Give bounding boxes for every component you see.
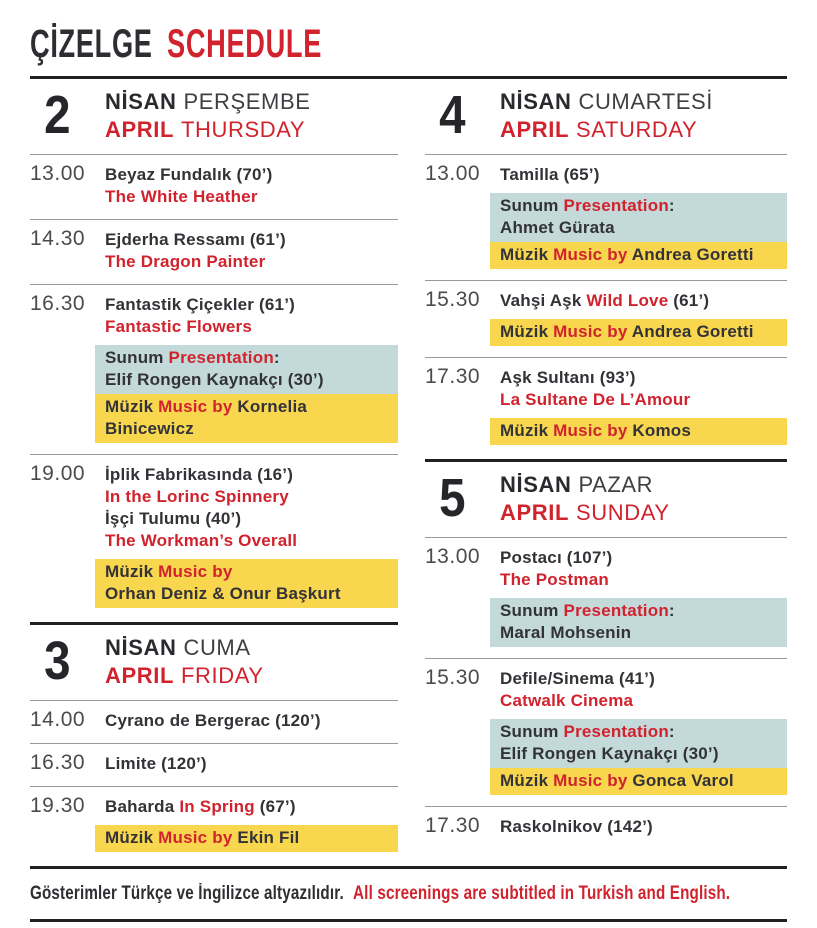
film-title-line — [500, 690, 787, 712]
film-title-line — [105, 464, 398, 486]
film-title-segment: Beyaz Fundalık (70’) — [105, 165, 273, 184]
film-title-line — [500, 164, 787, 186]
film-title-line — [105, 796, 398, 818]
film-title-segment: Ejderha Ressamı (61’) — [105, 230, 286, 249]
entry-body — [105, 229, 398, 273]
day-name-turkish — [105, 88, 311, 116]
entry-body — [105, 294, 398, 443]
film-title-line — [500, 668, 787, 690]
day-names — [105, 88, 311, 144]
entry-body — [500, 816, 787, 838]
box-text-segment: Presentation — [563, 601, 669, 620]
film-title-line — [500, 367, 787, 389]
box-text-segment: : — [668, 722, 675, 741]
box-text-line — [500, 244, 777, 266]
day-number: 3 — [44, 631, 71, 692]
box-text-line — [105, 347, 388, 369]
day-name-english — [105, 116, 311, 144]
film-title-segment: (67’) — [254, 797, 296, 816]
month-label-turkish: NİSAN — [500, 472, 572, 497]
weekday-label-english: SUNDAY — [576, 500, 670, 525]
film-title-segment: Postacı (107’) — [500, 548, 613, 567]
entry-body — [105, 753, 398, 775]
info-boxes — [95, 345, 398, 443]
schedule-entry — [425, 659, 787, 807]
box-text-segment: Müzik — [105, 397, 159, 416]
entry-time: 16.30 — [30, 292, 86, 315]
film-title-line — [500, 290, 787, 312]
schedule-entry — [30, 455, 398, 622]
entry-body — [500, 547, 787, 647]
entry-body — [500, 668, 787, 795]
film-title-segment: In Spring — [179, 797, 255, 816]
box-text-segment: Music by — [158, 828, 238, 847]
entry-time: 15.30 — [425, 666, 481, 689]
page-title-turkish: ÇİZELGE — [30, 22, 153, 66]
film-title-line — [105, 229, 398, 251]
schedule-entry — [30, 701, 398, 744]
film-title-line — [105, 316, 398, 338]
film-title-line — [105, 530, 398, 552]
film-title-line — [500, 569, 787, 591]
box-text-segment: Orhan Deniz & Onur Başkurt — [105, 584, 341, 603]
box-text-segment: Music by — [158, 562, 233, 581]
film-title-segment: Limite (120’) — [105, 754, 207, 773]
box-text-line — [105, 827, 388, 849]
entry-time: 14.30 — [30, 227, 86, 250]
music-box — [490, 242, 787, 269]
box-text-segment: Müzik — [105, 562, 159, 581]
page-title-english: SCHEDULE — [166, 22, 323, 66]
info-boxes — [490, 193, 787, 269]
film-title-segment: İşçi Tulumu (40’) — [105, 509, 242, 528]
day-names — [500, 88, 713, 144]
day-block — [425, 79, 787, 459]
month-label-english: APRIL — [500, 500, 569, 525]
day-block — [425, 459, 787, 852]
box-text-segment: Presentation — [168, 348, 274, 367]
box-text-segment: Sunum — [105, 348, 169, 367]
box-text-line — [105, 583, 388, 605]
box-text-line — [500, 420, 777, 442]
page-header — [30, 0, 787, 79]
music-box — [490, 768, 787, 795]
day-block — [30, 79, 398, 622]
film-title-line — [105, 486, 398, 508]
day-names — [105, 634, 264, 690]
film-title-segment: (61’) — [668, 291, 710, 310]
box-text-line — [500, 600, 777, 622]
schedule-entry — [30, 787, 398, 866]
box-text-segment: : — [273, 348, 280, 367]
entry-time: 13.00 — [425, 162, 481, 185]
box-text-segment: Müzik — [500, 421, 554, 440]
schedule-entry — [425, 155, 787, 281]
box-text-segment: Müzik — [500, 322, 554, 341]
film-title-segment: Defile/Sinema (41’) — [500, 669, 655, 688]
box-text-segment: : — [668, 196, 675, 215]
box-text-segment: Kornelia Binicewicz — [105, 397, 308, 438]
info-boxes — [490, 418, 787, 445]
schedule-entry — [30, 285, 398, 455]
entry-time: 13.00 — [30, 162, 86, 185]
entry-time: 19.00 — [30, 462, 86, 485]
entry-time: 17.30 — [425, 365, 481, 388]
film-title-segment: Baharda — [105, 797, 180, 816]
entry-body — [105, 796, 398, 852]
box-text-segment: Music by — [158, 397, 238, 416]
box-text-line — [105, 396, 388, 440]
box-text-segment: Presentation — [563, 722, 669, 741]
box-text-line — [500, 622, 777, 644]
box-text-segment: Sunum — [500, 196, 564, 215]
box-text-line — [105, 561, 388, 583]
day-name-english — [500, 499, 670, 527]
film-title-segment: Catwalk Cinema — [500, 691, 634, 710]
box-text-segment: Andrea Goretti — [631, 245, 754, 264]
box-text-segment: Komos — [632, 421, 692, 440]
box-text-line — [500, 217, 777, 239]
box-text-segment: Music by — [553, 421, 633, 440]
month-label-english: APRIL — [500, 117, 569, 142]
day-number: 2 — [44, 85, 71, 146]
entry-body — [500, 164, 787, 269]
day-name-english — [105, 662, 264, 690]
box-text-line — [500, 743, 777, 765]
weekday-label-english: THURSDAY — [181, 117, 306, 142]
film-title-line — [105, 251, 398, 273]
film-title-segment: Wild Love — [586, 291, 669, 310]
film-title-segment: İplik Fabrikasında (16’) — [105, 465, 294, 484]
entry-time: 14.00 — [30, 708, 86, 731]
month-label-turkish: NİSAN — [500, 89, 572, 114]
day-number: 4 — [439, 85, 466, 146]
month-label-turkish: NİSAN — [105, 635, 177, 660]
info-boxes — [490, 319, 787, 346]
entry-time: 19.30 — [30, 794, 86, 817]
film-title-segment: Aşk Sultanı (93’) — [500, 368, 636, 387]
box-text-line — [500, 721, 777, 743]
entry-body — [105, 164, 398, 208]
weekday-label-english: FRIDAY — [181, 663, 264, 688]
entry-body — [500, 367, 787, 445]
day-block — [30, 622, 398, 866]
film-title-segment: In the Lorinc Spinnery — [105, 487, 289, 506]
film-title-line — [105, 294, 398, 316]
day-header — [30, 625, 398, 701]
box-text-segment: Gonca Varol — [632, 771, 734, 790]
box-text-segment: Sunum — [500, 601, 564, 620]
weekday-label-english: SATURDAY — [576, 117, 698, 142]
schedule-entry — [30, 220, 398, 285]
film-title-segment: The Workman’s Overall — [105, 531, 298, 550]
weekday-label-turkish: PERŞEMBE — [183, 89, 311, 114]
box-text-segment: Elif Rongen Kaynakçı (30’) — [500, 744, 719, 763]
entry-body — [105, 464, 398, 608]
music-box — [490, 319, 787, 346]
box-text-segment: Music by — [553, 245, 632, 264]
presentation-box — [490, 193, 787, 242]
day-header — [425, 79, 787, 155]
schedule-column — [425, 79, 787, 852]
footer-note — [30, 883, 730, 905]
month-label-english: APRIL — [105, 117, 174, 142]
day-names — [500, 471, 670, 527]
footer-note-turkish: Gösterimler Türkçe ve İngilizce altyazılıdır. — [30, 883, 344, 904]
film-title-segment: Vahşi Aşk — [500, 291, 587, 310]
weekday-label-turkish: PAZAR — [578, 472, 654, 497]
info-boxes — [490, 719, 787, 795]
film-title-line — [500, 547, 787, 569]
box-text-segment: Presentation — [563, 196, 669, 215]
film-title-segment: The Postman — [500, 570, 609, 589]
presentation-box — [490, 598, 787, 647]
month-label-turkish: NİSAN — [105, 89, 177, 114]
entry-time: 17.30 — [425, 814, 481, 837]
box-text-segment: Elif Rongen Kaynakçı (30’) — [105, 370, 324, 389]
info-boxes — [490, 598, 787, 647]
film-title-line — [105, 753, 398, 775]
page-footer — [30, 866, 787, 922]
page-title — [30, 24, 322, 64]
day-header — [30, 79, 398, 155]
entry-body — [500, 290, 787, 346]
film-title-line — [500, 389, 787, 411]
box-text-segment: Music by — [553, 322, 632, 341]
entry-time: 16.30 — [30, 751, 86, 774]
presentation-box — [490, 719, 787, 768]
film-title-line — [500, 816, 787, 838]
box-text-line — [500, 195, 777, 217]
entry-time: 15.30 — [425, 288, 481, 311]
music-box — [95, 559, 398, 608]
box-text-line — [105, 369, 388, 391]
weekday-label-turkish: CUMARTESİ — [578, 89, 714, 114]
box-text-segment: Müzik — [500, 771, 554, 790]
film-title-line — [105, 186, 398, 208]
entry-body — [105, 710, 398, 732]
box-text-line — [500, 321, 777, 343]
film-title-segment: Tamilla (65’) — [500, 165, 600, 184]
music-box — [95, 394, 398, 443]
schedule-columns — [30, 79, 787, 866]
day-name-english — [500, 116, 713, 144]
box-text-segment: Müzik — [105, 828, 159, 847]
film-title-segment: Fantastic Flowers — [105, 317, 252, 336]
schedule-entry — [30, 155, 398, 220]
day-name-turkish — [500, 471, 670, 499]
day-header — [425, 462, 787, 538]
schedule-entry — [425, 358, 787, 459]
film-title-line — [105, 164, 398, 186]
schedule-entry — [425, 281, 787, 358]
film-title-segment: The White Heather — [105, 187, 258, 206]
film-title-line — [105, 710, 398, 732]
schedule-entry — [425, 538, 787, 659]
schedule-column — [30, 79, 398, 866]
box-text-segment: Ekin Fil — [237, 828, 300, 847]
info-boxes — [95, 825, 398, 852]
footer-note-english: All screenings are subtitled in Turkish and English. — [353, 883, 731, 904]
day-name-turkish — [105, 634, 264, 662]
weekday-label-turkish: CUMA — [183, 635, 251, 660]
music-box — [490, 418, 787, 445]
film-title-segment: La Sultane De L’Amour — [500, 390, 691, 409]
schedule-entry — [30, 744, 398, 787]
box-text-segment: Ahmet Gürata — [500, 218, 615, 237]
film-title-segment: Raskolnikov (142’) — [500, 817, 653, 836]
info-boxes — [95, 559, 398, 608]
box-text-segment: : — [668, 601, 675, 620]
box-text-segment: Music by — [553, 771, 633, 790]
box-text-segment: Sunum — [500, 722, 564, 741]
film-title-segment: Cyrano de Bergerac (120’) — [105, 711, 321, 730]
music-box — [95, 825, 398, 852]
presentation-box — [95, 345, 398, 394]
film-title-line — [105, 508, 398, 530]
day-name-turkish — [500, 88, 713, 116]
box-text-segment: Maral Mohsenin — [500, 623, 632, 642]
box-text-segment: Müzik — [500, 245, 554, 264]
month-label-english: APRIL — [105, 663, 174, 688]
schedule-entry — [425, 807, 787, 852]
film-title-segment: The Dragon Painter — [105, 252, 266, 271]
box-text-line — [500, 770, 777, 792]
box-text-segment: Andrea Goretti — [631, 322, 754, 341]
entry-time: 13.00 — [425, 545, 481, 568]
day-number: 5 — [439, 468, 466, 529]
film-title-segment: Fantastik Çiçekler (61’) — [105, 295, 295, 314]
